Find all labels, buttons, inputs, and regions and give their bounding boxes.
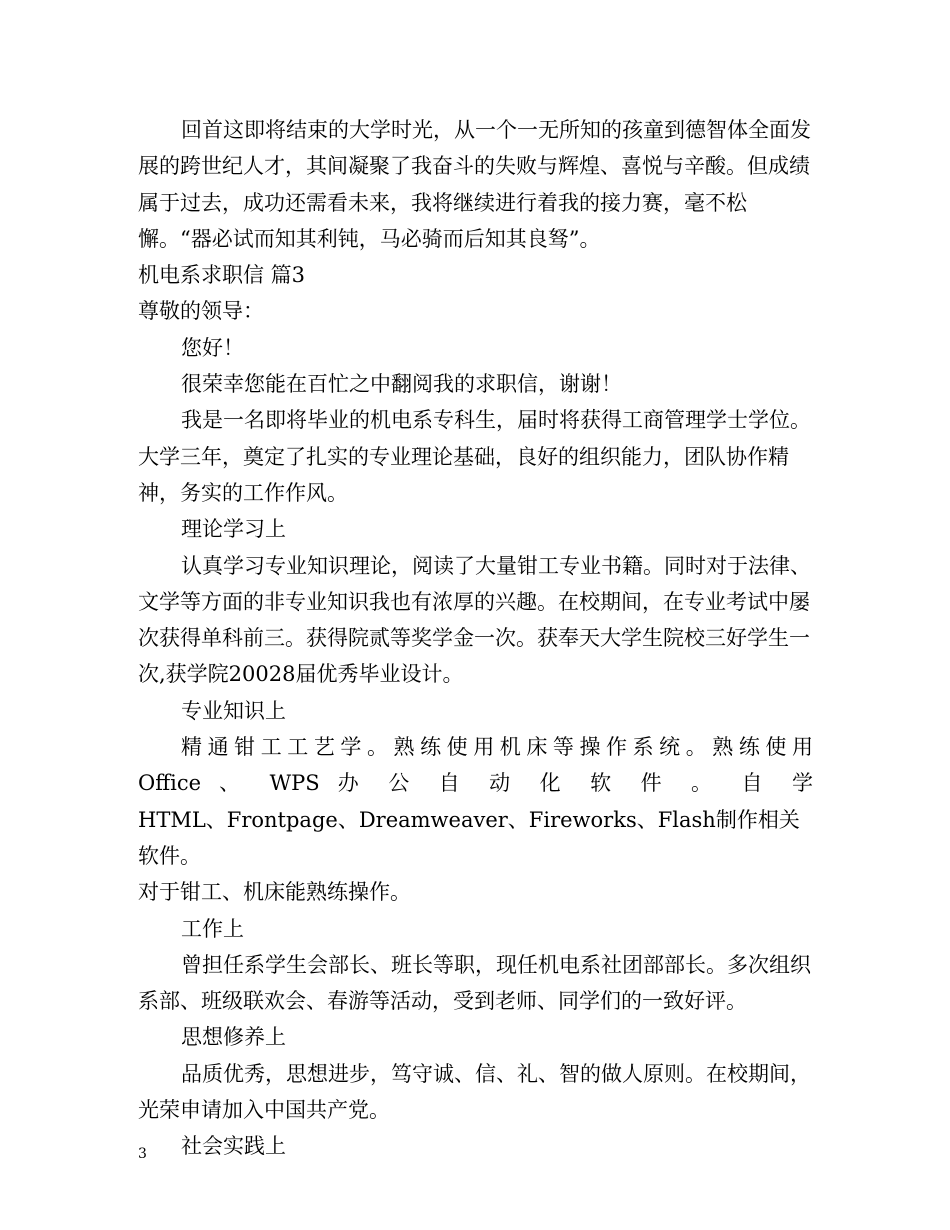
theory-heading: 理论学习上 (181, 517, 286, 542)
work-paragraph: 曾担任系学生会部长、班长等职，现任机电系社团部部长。多次组织系部、班级联欢会、春游等活动，受到老师、同学们的一致好评。 (138, 952, 811, 1014)
greeting: 您好！ (181, 335, 244, 360)
ideology-paragraph: 品质优秀，思想进步，笃守诚、信、礼、智的做人原则。在校期间，光荣申请加入中国共产党。 (138, 1061, 811, 1123)
skills-line-2: Office 、 WPS 办 公 自 动 化 软 件 。 自 学 (138, 771, 813, 796)
skills-line-4: 对于钳工、机床能熟练操作。 (138, 880, 411, 905)
practice-heading: 社会实践上 (181, 1134, 286, 1159)
document-body (138, 112, 813, 1165)
theory-paragraph: 认真学习专业知识理论，阅读了大量钳工专业书籍。同时对于法律、文学等方面的非专业知识我也有浓厚的兴趣。在校期间，在专业考试中屡次获得单科前三。获得院贰等奖学金一次。获奉天大学生院校三好学生一次,获学院20028届优秀毕业设计。 (138, 553, 811, 687)
ideology-heading: 思想修养上 (181, 1025, 286, 1050)
work-heading: 工作上 (181, 916, 244, 941)
skills-line-1: 精通钳工工艺学。熟练使用机床等操作系统。熟练使用 (181, 735, 813, 760)
section-title: 机电系求职信 篇3 (138, 263, 306, 288)
page-number: 3 (138, 1146, 147, 1162)
salutation: 尊敬的领导： (138, 299, 264, 324)
paragraph-reflection: 回首这即将结束的大学时光，从一个一无所知的孩童到德智体全面发展的跨世纪人才，其间凝聚了我奋斗的失败与辉煌、喜悦与辛酸。但成绩属于过去，成功还需看未来，我将继续进行着我的接力赛，毫不松懈。“器必试而知其利钝，马必骑而后知其良驽”。 (138, 118, 811, 251)
thanks-paragraph: 很荣幸您能在百忙之中翻阅我的求职信，谢谢！ (181, 372, 622, 397)
introduction-paragraph: 我是一名即将毕业的机电系专科生，届时将获得工商管理学士学位。大学三年，奠定了扎实的专业理论基础，良好的组织能力，团队协作精神，务实的工作作风。 (138, 408, 811, 505)
skills-line-3: HTML、Frontpage、Dreamweaver、Fireworks、Flash制作相关软件。 (138, 807, 800, 868)
knowledge-heading: 专业知识上 (181, 698, 286, 723)
